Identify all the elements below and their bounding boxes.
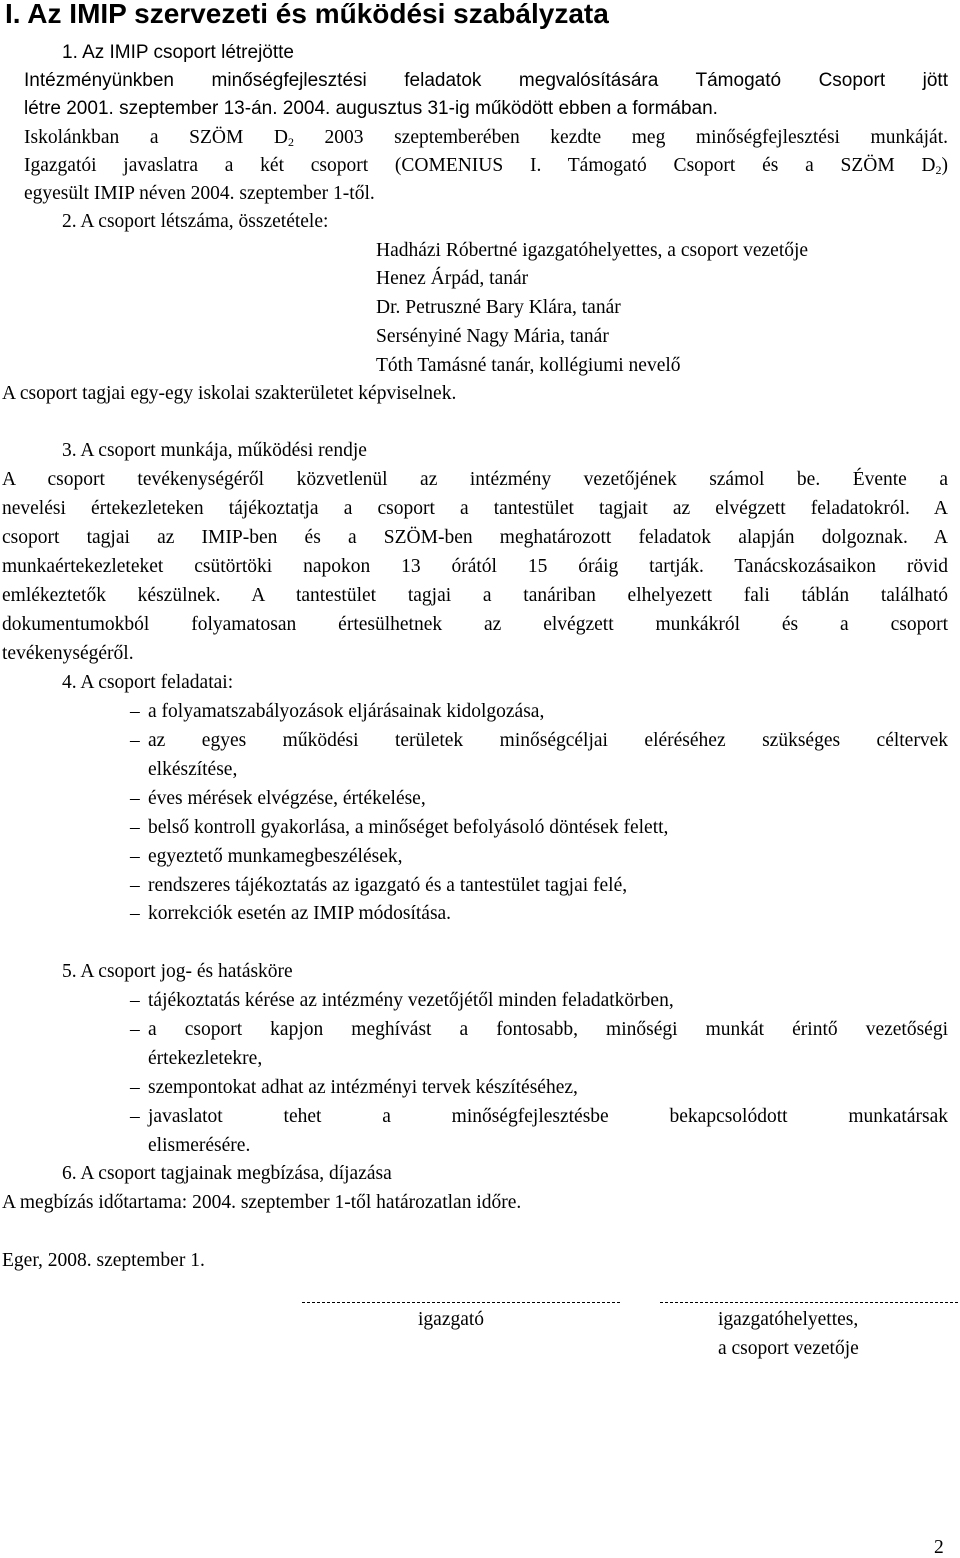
- section-2-closing: A csoport tagjai egy-egy iskolai szakterületet képviselnek.: [2, 383, 457, 404]
- member-item: Hadházi Róbertné igazgatóhelyettes, a csoport vezetője: [376, 240, 809, 261]
- right-item: a csoport kapjon meghívást a fontosabb, minőségi munkát érintő vezetőségi: [148, 1019, 948, 1040]
- section-2-heading: 2. A csoport létszáma, összetétele:: [62, 211, 329, 232]
- task-item: a folyamatszabályozások eljárásainak kidolgozása,: [148, 701, 545, 722]
- signature-line-left: [302, 1302, 620, 1303]
- section-1-text-line: [24, 156, 948, 176]
- section-1-heading: 1. Az IMIP csoport létrejötte: [62, 42, 294, 63]
- task-item: belső kontroll gyakorlása, a minőséget befolyásoló döntések felett,: [148, 817, 669, 838]
- text-fragment: Iskolánkban a SZÖM D: [24, 127, 288, 148]
- section-4-heading: 4. A csoport feladatai:: [62, 672, 234, 693]
- section-1-text-line: Intézményünkben minőségfejlesztési feladatok megvalósítására Támogató Csoport jött: [24, 70, 948, 91]
- task-item: egyeztető munkamegbeszélések,: [148, 846, 403, 867]
- list-dash: –: [130, 730, 140, 751]
- list-dash: –: [130, 701, 140, 722]
- section-3-text-line: emlékeztetők készülnek. A tantestület tagjai a tanáriban elhelyezett fali táblán található: [2, 585, 948, 606]
- section-3-text-line: munkaértekezleteket csütörtöki napokon 13 órától 15 óráig tartják. Tanácskozásaikon rövid: [2, 556, 948, 577]
- list-dash: –: [130, 903, 140, 924]
- list-dash: –: [130, 788, 140, 809]
- section-1-text-line: [24, 128, 948, 148]
- member-item: Dr. Petruszné Bary Klára, tanár: [376, 297, 621, 318]
- signature-title-left: igazgató: [418, 1309, 485, 1330]
- section-1-text-line: létre 2001. szeptember 13-án. 2004. augusztus 31-ig működött ebben a formában.: [24, 98, 718, 119]
- list-dash: –: [130, 875, 140, 896]
- task-item: korrekciók esetén az IMIP módosítása.: [148, 903, 452, 924]
- section-1-text-line: egyesült IMIP néven 2004. szeptember 1-től.: [24, 183, 375, 204]
- member-item: Tóth Tamásné tanár, kollégiumi nevelő: [376, 355, 681, 376]
- list-dash: –: [130, 990, 140, 1011]
- page-number: 2: [934, 1537, 944, 1558]
- right-item: szempontokat adhat az intézményi tervek készítéséhez,: [148, 1077, 578, 1098]
- signature-line-right: [660, 1302, 958, 1303]
- right-item-continuation: elismerésére.: [148, 1135, 251, 1156]
- list-dash: –: [130, 1077, 140, 1098]
- subscript: 2: [935, 163, 942, 177]
- place-date: Eger, 2008. szeptember 1.: [2, 1250, 205, 1271]
- task-item: az egyes működési területek minőségcéljai eléréséhez szükséges céltervek: [148, 730, 948, 751]
- section-6-heading: 6. A csoport tagjainak megbízása, díjazása: [62, 1163, 392, 1184]
- text-fragment: 2003 szeptemberében kezdte meg minőségfejlesztési munkáját.: [293, 127, 948, 148]
- right-item: javaslatot tehet a minőségfejlesztésbe bekapcsolódott munkatársak: [148, 1106, 948, 1127]
- signature-title-right: igazgatóhelyettes,: [718, 1309, 859, 1330]
- section-3-text-line: tevékenységéről.: [2, 643, 134, 664]
- list-dash: –: [130, 817, 140, 838]
- document-title: I. Az IMIP szervezeti és működési szabályzata: [5, 0, 609, 29]
- task-item: rendszeres tájékoztatás az igazgató és a tantestület tagjai felé,: [148, 875, 628, 896]
- text-fragment: Igazgatói javaslatra a két csoport (COMENIUS I. Támogató Csoport és a SZÖM D: [24, 155, 936, 176]
- section-3-text-line: csoport tagjai az IMIP-ben és a SZÖM-ben meghatározott feladatok alapján dolgoznak. A: [2, 527, 948, 548]
- text-fragment: ): [941, 155, 948, 176]
- section-5-heading: 5. A csoport jog- és hatásköre: [62, 961, 293, 982]
- section-3-text-line: A csoport tevékenységéről közvetlenül az intézmény vezetőjének számol be. Évente a: [2, 469, 948, 490]
- subscript: 2: [287, 135, 294, 149]
- section-3-heading: 3. A csoport munkája, működési rendje: [62, 440, 367, 461]
- right-item: tájékoztatás kérése az intézmény vezetőjétől minden feladatkörben,: [148, 990, 674, 1011]
- list-dash: –: [130, 846, 140, 867]
- signature-title-right-line-2: a csoport vezetője: [718, 1338, 859, 1359]
- member-item: Henez Árpád, tanár: [376, 268, 529, 289]
- section-3-text-line: nevelési értekezleteken tájékoztatja a csoport a tantestület tagjait az elvégzett feladatokról. A: [2, 498, 948, 519]
- member-item: Sersényiné Nagy Mária, tanár: [376, 326, 609, 347]
- section-3-text-line: dokumentumokból folyamatosan értesülhetnek az elvégzett munkákról és a csoport: [2, 614, 948, 635]
- right-item-continuation: értekezletekre,: [148, 1048, 263, 1069]
- task-item: éves mérések elvégzése, értékelése,: [148, 788, 426, 809]
- task-item-continuation: elkészítése,: [148, 759, 238, 780]
- list-dash: –: [130, 1106, 140, 1127]
- list-dash: –: [130, 1019, 140, 1040]
- section-6-text: A megbízás időtartama: 2004. szeptember 1-től határozatlan időre.: [2, 1192, 522, 1213]
